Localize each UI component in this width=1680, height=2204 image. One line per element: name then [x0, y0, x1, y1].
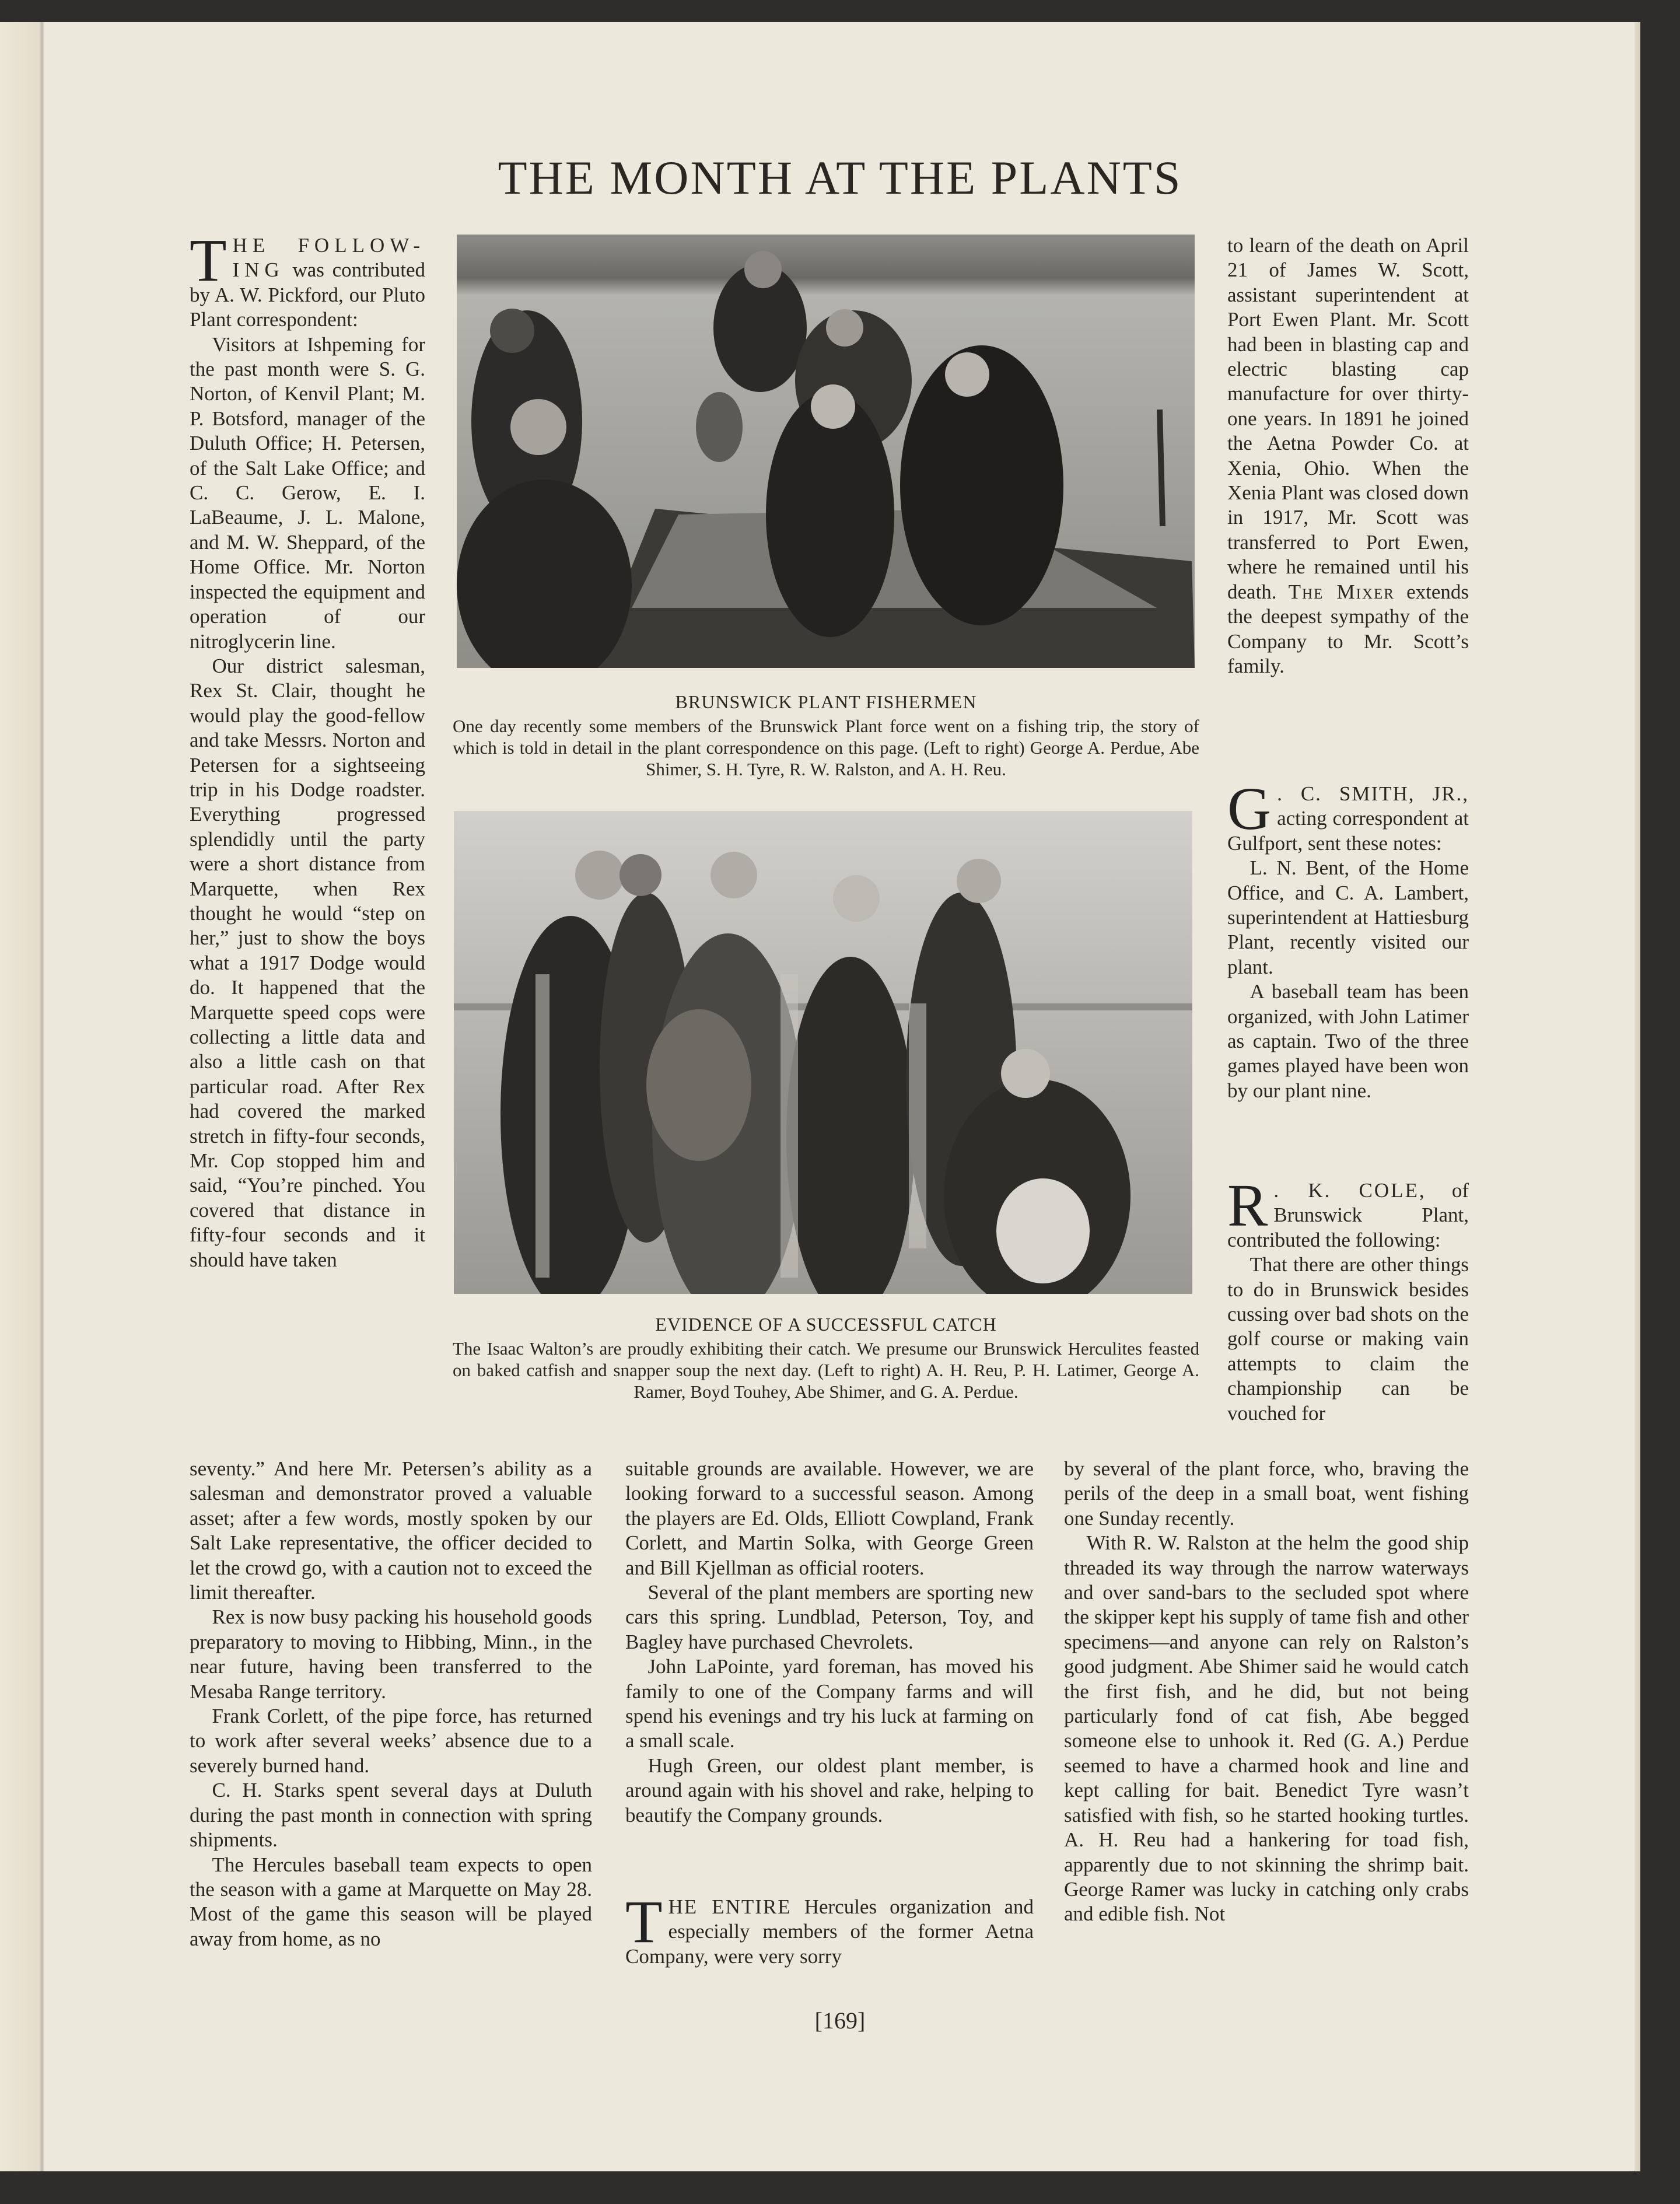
caption-text: One day recently some members of the Brunswick Plant force went on a fishing trip, the story of which is told in detail in the plant correspondence on this page. (Left to right) George A. Perdue, Abe Shimer, S. H. Tyre, R. W. Ralston, and A. H. Reu.	[453, 716, 1199, 779]
paragraph: L. N. Bent, of the Home Office, and C. A. Lambert, superintendent at Hattiesburg Plant, recently visited our plant.	[1227, 856, 1469, 978]
paragraph: seventy.” And here Mr. Petersen’s ability as a salesman and demonstrator proved a valuable asset; after a few words, mostly spoken by our Salt Lake representative, the officer decided to let the crowd go, with a caution not to exceed the limit thereafter.	[190, 1457, 592, 1604]
paragraph: That there are other things to do in Brunswick besides cussing over bad shots on the golf course or making vain attempts to claim the championship can be vouched for	[1227, 1253, 1469, 1425]
page-edge	[1634, 22, 1640, 2171]
drop-cap: T	[625, 1888, 663, 1955]
pluto-column-top	[190, 227, 425, 1272]
paragraph: Our district salesman, Rex St. Clair, thought he would play the good-fellow and take Messrs. Norton and Petersen for a sightseeing trip in his Dodge roadster. Everything progressed splendidly until the party were a short distance from Marquette, when Rex thought he would “step on her,” just to show the boys what a 1917 Dodge would do. It happened that the Marquette speed cops were collecting a little data and also a little cash on that particular road. After Rex had covered the marked stretch in fifty-four seconds, Mr. Cop stopped him and said, “You’re pinched. You covered that distance in fifty-four seconds and it should have taken	[190, 654, 425, 1271]
facing-page-edge	[0, 22, 40, 2171]
paragraph: With R. W. Ralston at the helm the good ship threaded its way through the narrow waterways and over sand-bars to the secluded spot where the skipper kept his supply of tame fish and other specimens—and anyone can rely on Ralston’s good judgment. Abe Shimer said he would catch the first fish, and he did, but not being particularly fond of cat fish, Abe begged someone else to unhook it. Red (G. A.) Perdue seemed to have a charmed hook and line and kept calling for bait. Benedict Tyre wasn’t satisfied with fish, so he started hooking turtles. A. H. Reu had a hankering for toad fish, apparently due to not skinning the shrimp bait. George Ramer was lucky in catching only crabs and edible fish. Not	[1064, 1531, 1469, 1926]
paragraph: A baseball team has been organized, with John Latimer as captain. Two of the three games played have been won by our plant nine.	[1227, 980, 1469, 1102]
port-ewen-column: to learn of the death on April 21 of James W. Scott, assistant superintendent at Port Ewen Plant. Mr. Scott had been in blasting cap and electric blasting cap manufacture for over thirty-one years. In 1891 he joined the Aetna Powder Co. at Xenia, Ohio. When the Xenia Plant was closed down in 1917, Mr. Scott was transferred to Port Ewen, where he remained until his death. The Mixer extends the deepest sympathy of the Company to Mr. Scott’s family.	[1227, 234, 1469, 677]
caption-text: The Isaac Walton’s are proudly exhibiting their catch. We presume our Brunswick Herculites feasted on baked catfish and snapper soup the next day. (Left to right) A. H. Reu, P. H. Latimer, George A. Ramer, Boyd Touhey, Abe Shimer, and G. A. Perdue.	[453, 1338, 1199, 1402]
paragraph: Visitors at Ishpeming for the past month were S. G. Norton, of Kenvil Plant; M. P. Botsford, manager of the Duluth Office; H. Petersen, of the Salt Lake Office; and C. C. Gerow, E. I. LaBeaume, J. L. Malone, and M. W. Sheppard, of the Home Office. Mr. Norton inspected the equipment and operation of our nitroglycerin line.	[190, 333, 425, 653]
paragraph: John LaPointe, yard foreman, has moved his family to one of the Company farms and will spend his evenings and try his luck at farming on a small scale.	[625, 1655, 1034, 1752]
photo-caption-1	[453, 691, 1199, 780]
brunswick-column-bottom	[1064, 1457, 1469, 1927]
pluto-intro: THE FOLLOW-ING was contributed by A. W. Pickford, our Pluto Plant correspondent:	[190, 227, 425, 331]
drop-cap: T	[190, 227, 227, 294]
brunswick-column-top: R . K. COLE, of Brunswick Plant, contributed the following: That there are other things to do in Brunswick besides cussing over bad shots on the golf course or making vain attempts to claim the championship can be vouched for	[1227, 1178, 1469, 1426]
gulfport-column: G . C. SMITH, JR., acting correspondent at Gulfport, sent these notes: L. N. Bent, of the Home Office, and C. A. Lambert, superintendent at Hattiesburg Plant, recently visited our plant. A baseball team has been organized, with John Latimer as captain. Two of the three games played have been won by our plant nine.	[1227, 782, 1469, 1103]
page-number: [169]	[814, 2007, 866, 2034]
photo-brunswick-fishermen	[457, 235, 1195, 668]
paragraph: C. H. Starks spent several days at Duluth during the past month in connection with spring shipments.	[190, 1779, 592, 1852]
paragraph: by several of the plant force, who, braving the perils of the deep in a small boat, went fishing one Sunday recently.	[1064, 1457, 1469, 1530]
pluto-column-bottom	[190, 1457, 592, 1951]
paragraph: Hugh Green, our oldest plant member, is around again with his shovel and rake, helping to beautify the Company grounds.	[625, 1754, 1034, 1827]
drop-cap: R	[1227, 1172, 1268, 1239]
page-title: THE MONTH AT THE PLANTS	[498, 151, 1182, 204]
magazine-name: The Mixer	[1288, 580, 1395, 603]
caption-title: EVIDENCE OF A SUCCESSFUL CATCH	[655, 1314, 997, 1335]
paragraph: The Hercules baseball team expects to open the season with a game at Marquette on May 28. Most of the game this season will be played away from home, as no	[190, 1853, 592, 1950]
caption-title: BRUNSWICK PLANT FISHERMEN	[675, 691, 977, 712]
paragraph: Frank Corlett, of the pipe force, has returned to work after several weeks’ absence due to a severely burned hand.	[190, 1705, 592, 1777]
photo-caption-2	[453, 1314, 1199, 1402]
photo-successful-catch	[454, 811, 1192, 1294]
drop-cap: G	[1227, 775, 1272, 842]
page-spine	[40, 22, 44, 2171]
paragraph: Several of the plant members are sporting new cars this spring. Lundblad, Peterson, Toy, and Bagley have purchased Chevrolets.	[625, 1581, 1034, 1653]
paragraph: suitable grounds are available. However, we are looking forward to a successful season. Among the players are Ed. Olds, Elliott Cowpland, Frank Corlett, and Martin Solka, with George Green and Bill Kjellman as official rooters.	[625, 1457, 1034, 1579]
middle-column	[625, 1457, 1034, 1828]
port-ewen-intro: THE ENTIRE Hercules organization and especially members of the former Aetna Company, were very sorry	[625, 1888, 1034, 1968]
paragraph: Rex is now busy packing his household goods preparatory to moving to Hibbing, Minn., in the near future, having been transferred to the Mesaba Range territory.	[190, 1605, 592, 1703]
